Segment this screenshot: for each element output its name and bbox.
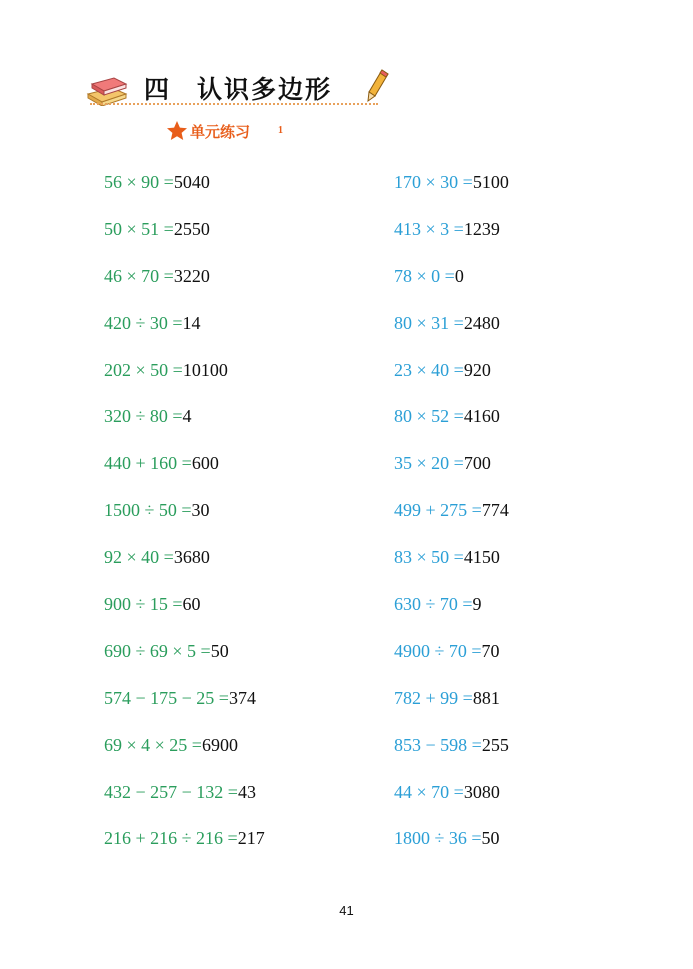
exercise-item bbox=[394, 356, 509, 403]
pencil-icon bbox=[366, 68, 390, 104]
exercise-item bbox=[394, 824, 509, 871]
exercise-item bbox=[104, 731, 265, 778]
expression: 83 × 50 = bbox=[394, 547, 464, 568]
exercise-item bbox=[104, 590, 265, 637]
expression: 853 − 598 = bbox=[394, 734, 482, 755]
answer: 43 bbox=[237, 781, 256, 802]
expression: 170 × 30 = bbox=[394, 172, 473, 192]
exercise-item bbox=[104, 496, 265, 543]
exercise-item bbox=[394, 496, 509, 543]
expression: 320 ÷ 80 = bbox=[104, 406, 183, 427]
exercise-item bbox=[394, 402, 509, 449]
answer: 4150 bbox=[463, 547, 500, 568]
answer: 9 bbox=[472, 594, 482, 615]
expression: 56 × 90 = bbox=[104, 172, 174, 192]
expression: 216 + 216 ÷ 216 = bbox=[104, 828, 238, 849]
expression: 574 − 175 − 25 = bbox=[104, 687, 229, 708]
subtitle-number: 1 bbox=[278, 125, 283, 136]
book-stack-icon bbox=[84, 74, 130, 106]
exercise-item bbox=[394, 309, 509, 356]
answer: 2480 bbox=[463, 312, 500, 333]
exercise-item bbox=[394, 262, 509, 309]
expression: 202 × 50 = bbox=[104, 359, 183, 380]
answer: 374 bbox=[228, 687, 256, 708]
expression: 413 × 3 = bbox=[394, 218, 464, 239]
answer: 700 bbox=[463, 453, 491, 474]
expression: 44 × 70 = bbox=[394, 781, 464, 802]
star-icon bbox=[166, 120, 188, 141]
exercise-item bbox=[394, 778, 509, 825]
answer: 6900 bbox=[201, 734, 238, 755]
expression: 80 × 52 = bbox=[394, 406, 464, 427]
answer: 217 bbox=[237, 828, 265, 849]
answer: 600 bbox=[191, 453, 219, 474]
exercise-item bbox=[104, 356, 265, 403]
exercise-item bbox=[104, 215, 265, 262]
expression: 46 × 70 = bbox=[104, 265, 174, 286]
expression: 50 × 51 = bbox=[104, 218, 174, 239]
exercise-item bbox=[104, 543, 265, 590]
expression: 782 + 99 = bbox=[394, 687, 473, 708]
expression: 900 ÷ 15 = bbox=[104, 594, 183, 615]
answer: 4160 bbox=[463, 406, 500, 427]
exercise-item bbox=[394, 449, 509, 496]
chapter-title bbox=[144, 70, 332, 106]
answer: 3680 bbox=[173, 547, 210, 568]
expression: 630 ÷ 70 = bbox=[394, 594, 473, 615]
chapter-header bbox=[84, 66, 394, 110]
answer: 4 bbox=[182, 406, 192, 427]
answer: 0 bbox=[454, 265, 464, 286]
answer: 255 bbox=[481, 734, 509, 755]
exercise-item bbox=[104, 684, 265, 731]
exercise-item bbox=[104, 778, 265, 825]
expression: 1500 ÷ 50 = bbox=[104, 500, 192, 521]
exercise-item bbox=[394, 637, 509, 684]
exercise-item bbox=[394, 215, 509, 262]
answer: 3080 bbox=[463, 781, 500, 802]
expression: 80 × 31 = bbox=[394, 312, 464, 333]
answer: 14 bbox=[182, 312, 201, 333]
answer: 5040 bbox=[173, 172, 210, 192]
exercise-item bbox=[394, 543, 509, 590]
expression: 432 − 257 − 132 = bbox=[104, 781, 238, 802]
expression: 420 ÷ 30 = bbox=[104, 312, 183, 333]
exercise-item bbox=[104, 824, 265, 871]
answer: 2550 bbox=[173, 218, 210, 239]
expression: 23 × 40 = bbox=[394, 359, 464, 380]
answer: 50 bbox=[481, 828, 500, 849]
expression: 78 × 0 = bbox=[394, 265, 455, 286]
answer: 10100 bbox=[182, 359, 228, 380]
exercise-item bbox=[394, 684, 509, 731]
expression: 69 × 4 × 25 = bbox=[104, 734, 202, 755]
exercise-item bbox=[394, 168, 509, 215]
answer: 50 bbox=[210, 640, 229, 661]
expression: 440 + 160 = bbox=[104, 453, 192, 474]
answer: 920 bbox=[463, 359, 491, 380]
exercise-item bbox=[104, 262, 265, 309]
page-number: 41 bbox=[339, 903, 354, 918]
answer: 60 bbox=[182, 594, 201, 615]
chapter-number: 四 bbox=[144, 75, 172, 104]
exercise-item bbox=[104, 168, 265, 215]
expression: 35 × 20 = bbox=[394, 453, 464, 474]
exercise-item bbox=[104, 449, 265, 496]
exercise-item bbox=[104, 309, 265, 356]
exercise-item bbox=[394, 731, 509, 778]
expression: 690 ÷ 69 × 5 = bbox=[104, 640, 211, 661]
chapter-title-text: 认识多边形 bbox=[197, 75, 333, 104]
expression: 4900 ÷ 70 = bbox=[394, 640, 482, 661]
exercise-item bbox=[104, 402, 265, 449]
right-column bbox=[394, 168, 509, 871]
subtitle-text: 单元练习 bbox=[190, 123, 251, 141]
exercise-item bbox=[104, 637, 265, 684]
header-divider bbox=[90, 103, 378, 105]
left-column bbox=[104, 168, 265, 871]
answer: 5100 bbox=[472, 172, 509, 192]
expression: 499 + 275 = bbox=[394, 500, 482, 521]
answer: 70 bbox=[481, 640, 500, 661]
expression: 92 × 40 = bbox=[104, 547, 174, 568]
answer: 881 bbox=[472, 687, 500, 708]
answer: 774 bbox=[481, 500, 509, 521]
expression: 1800 ÷ 36 = bbox=[394, 828, 482, 849]
answer: 3220 bbox=[173, 265, 210, 286]
exercise-item bbox=[394, 590, 509, 637]
answer: 30 bbox=[191, 500, 210, 521]
answer: 1239 bbox=[463, 218, 500, 239]
